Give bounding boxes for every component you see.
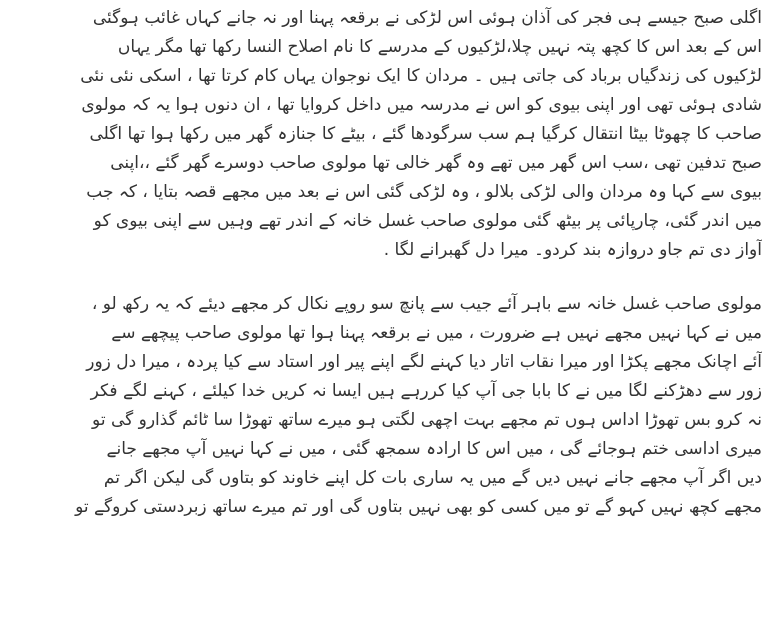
paragraph-line: مجھے کچھ نہیں کہو گے تو میں کسی کو بھی نہیں بتاوں گی اور تم میرے ساتھ زبردستی کروگے تو (75, 497, 762, 517)
paragraph-line: شادی ہوئی تھی اور اپنی بیوی کو اس نے مدرسہ میں داخل کروایا تھا ، ان دنوں ہوا یہ کہ مولوی (81, 95, 762, 115)
paragraph-line: دیں اگر آپ مجھے جانے نہیں دیں گے میں یہ ساری بات کل اپنے خاوند کو بتاوں گی لیکن اگر تم (103, 468, 762, 488)
paragraph-line: زور سے دھڑکنے لگا میں نے کا بابا جی آپ کیا کررہے ہیں ایسا نہ کریں خدا کیلئے ، کہنے لگے فکر (90, 381, 762, 401)
paragraph-line: آواز دی تم جاو دروازہ بند کردو۔ میرا دل گھبرانے لگا . (383, 240, 762, 260)
paragraph-line: نہ کرو بس تھوڑا اداس ہوں تم مجھے بہت اچھی لگتی ہو میرے ساتھ تھوڑا سا ٹائم گذارو گی تو (92, 410, 762, 430)
paragraph-line: مولوی صاحب غسل خانہ سے باہر آئے جیب سے پانچ سو روپے نکال کر مجھے دیئے کہ یہ رکھ لو ، (91, 294, 762, 314)
paragraph-line: صاحب کا چھوٹا بیٹا انتقال کرگیا ہم سب سرگودھا گئے ، بیٹے کا جنازہ گھر میں رکھا ہوا تھا اگلی (89, 124, 762, 144)
paragraph-line: لڑکیوں کی زندگیاں برباد کی جاتی ہیں ۔ مردان کا ایک نوجوان یہاں کام کرتا تھا ، اسکی نئی نئی (80, 66, 762, 86)
paragraph-line: میری اداسی ختم ہوجائے گی ، میں اس کا ارادہ سمجھ گئی ، میں نے کہا نہیں آپ مجھے جانے (106, 439, 762, 459)
paragraph-spacer (14, 265, 762, 290)
paragraph-line: اگلی صبح جیسے ہی فجر کی آذان ہوئی اس لڑکی نے برقعہ پہنا اور نہ جانے کہاں غائب ہوگئی (92, 8, 762, 28)
paragraph-line: میں اندر گئی، چارپائی پر بیٹھ گئی مولوی صاحب غسل خانہ کے اندر تھے وہیں سے اپنی بیوی کو (93, 211, 762, 231)
paragraph-2 (14, 290, 762, 522)
paragraph-line: آئے اچانک مجھے پکڑا اور میرا نقاب اتار دیا کہنے لگے اپنے پیر اور استاد سے کیا پردہ ، میرا دل زور (86, 352, 762, 372)
paragraph-line: اس کے بعد اس کا کچھ پتہ نہیں چلا،لڑکیوں کے مدرسے کا نام اصلاح النسا رکھا تھا مگر یہاں (117, 37, 762, 57)
paragraph-line: صبح تدفین تھی ،سب اس گھر میں تھے وہ گھر خالی تھا مولوی صاحب دوسرے گھر گئے ،،اپنی (110, 153, 762, 173)
paragraph-line: بیوی سے کہا وہ مردان والی لڑکی بلالو ، وہ لڑکی گئی اس نے بعد میں مجھے قصہ بتایا ، کہ جب (86, 182, 762, 202)
paragraph-line: میں نے کہا نہیں مجھے نہیں ہے ضرورت ، میں نے برقعہ پہنا ہوا تھا مولوی صاحب پیچھے سے (111, 323, 762, 343)
paragraph-1 (14, 4, 762, 265)
